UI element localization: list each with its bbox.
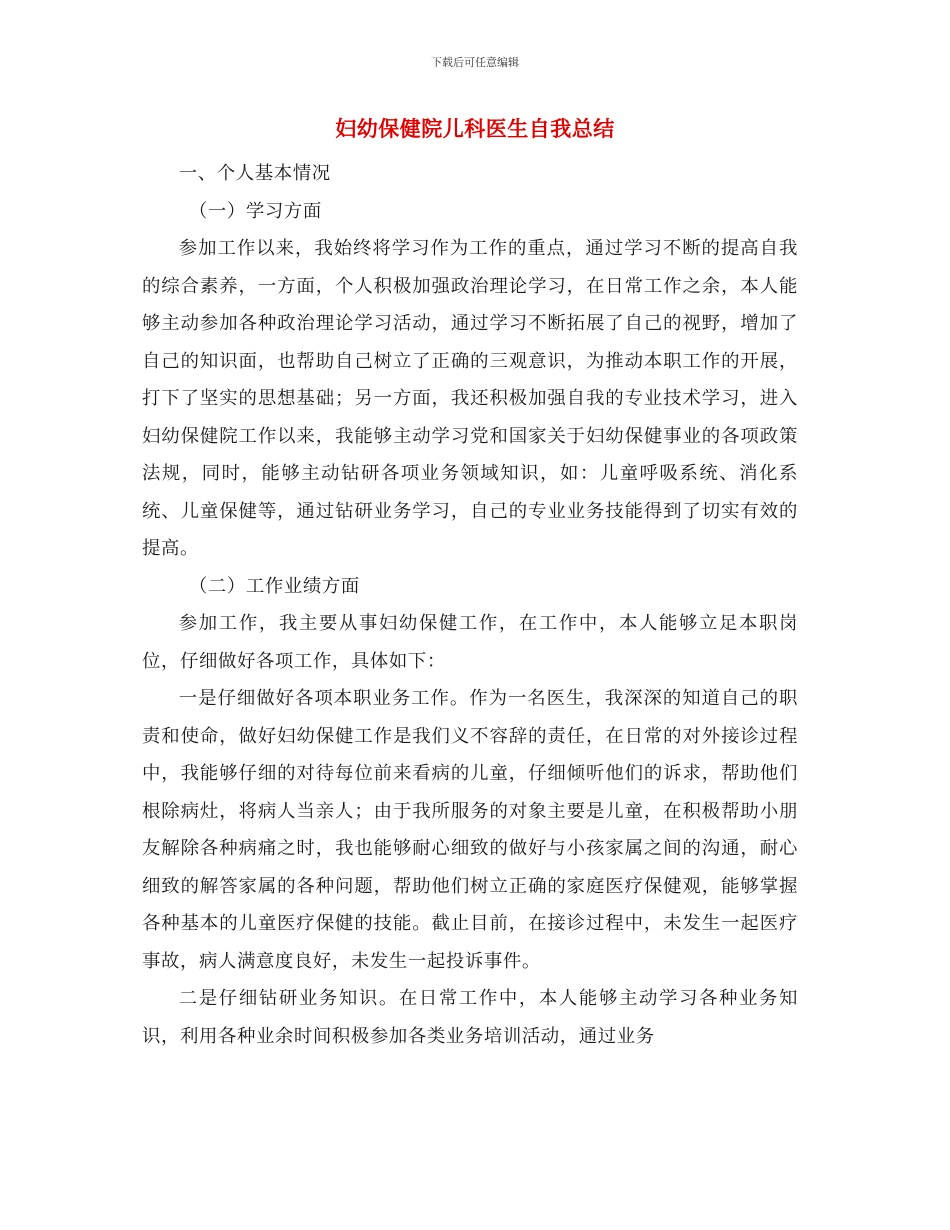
- paragraph-study: 参加工作以来，我始终将学习作为工作的重点，通过学习不断的提高自我的综合素养，一方面，个人积极加强政治理论学习，在日常工作之余，本人能够主动参加各种政治理论学习活动，通过学习不断拓展了自己的视野，增加了自己的知识面，也帮助自己树立了正确的三观意识，为推动本职工作的开展，打下了坚实的思想基础；另一方面，我还积极加强自我的专业技术学习，进入妇幼保健院工作以来，我能够主动学习党和国家关于妇幼保健事业的各项政策法规，同时，能够主动钻研各项业务领域知识，如：儿童呼吸系统、消化系统、儿童保健等，通过钻研业务学习，自己的专业业务技能得到了切实有效的提高。: [142, 238, 798, 559]
- document-body: [142, 155, 798, 1055]
- document-title: 妇幼保健院儿科医生自我总结: [335, 116, 615, 141]
- section-heading-basic-info: 一、个人基本情况: [178, 163, 331, 184]
- subheading-study: （一）学习方面: [188, 200, 322, 222]
- paragraph-study-knowledge: 二是仔细钻研业务知识。在日常工作中，本人能够主动学习各种业务知识，利用各种业余时间积极参加各类业务培训活动，通过业务: [142, 988, 798, 1047]
- subheading-work-performance: （二）工作业绩方面: [188, 575, 360, 597]
- header-note: 下载后可任意编辑: [431, 56, 519, 69]
- paragraph-work-intro: 参加工作，我主要从事妇幼保健工作，在工作中，本人能够立足本职岗位，仔细做好各项工作，具体如下：: [142, 613, 798, 672]
- paragraph-duty-work: 一是仔细做好各项本职业务工作。作为一名医生，我深深的知道自己的职责和使命，做好妇幼保健工作是我们义不容辞的责任，在日常的对外接诊过程中，我能够仔细的对待每位前来看病的儿童，仔细倾听他们的诉求，帮助他们根除病灶，将病人当亲人；由于我所服务的对象主要是儿童，在积极帮助小朋友解除各种病痛之时，我也能够耐心细致的做好与小孩家属之间的沟通，耐心细致的解答家属的各种问题，帮助他们树立正确的家庭医疗保健观，能够掌握各种基本的儿童医疗保健的技能。截止目前，在接诊过程中，未发生一起医疗事故，病人满意度良好，未发生一起投诉事件。: [142, 688, 798, 972]
